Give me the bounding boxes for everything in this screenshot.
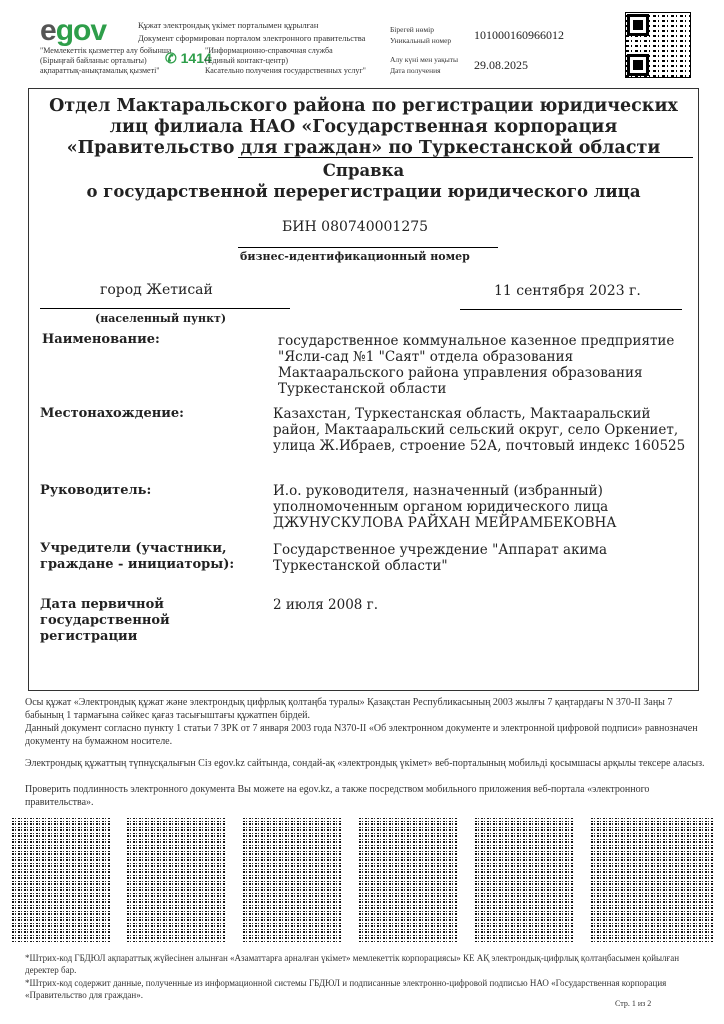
divider xyxy=(460,309,682,310)
field-value-location: Казахстан, Туркестанская область, Мактаaральский район, Мактаaральский сельский округ, село Оркениет, улица Ж.Ибраев, строение 52А, почтовый индекс 160525 xyxy=(273,406,686,454)
unique-label-ru: Уникальный номер xyxy=(390,36,452,45)
logo-e: e xyxy=(40,14,56,47)
date-label-ru: Дата получения xyxy=(390,66,441,75)
service-ru-line: Касательно получения государственных услуг" xyxy=(205,66,366,75)
field-value-director: И.о. руководителя, назначенный (избранный) уполномоченным органом юридического лица ДЖУНУСКУЛОВА РАЙХАН МЕЙРАМБЕКОВНА xyxy=(273,483,617,531)
service-ru-line: "Информационно-справочная служба xyxy=(205,46,333,55)
egov-logo xyxy=(40,14,106,48)
service-kz-line: (Бірыңғай байланыс орталығы) xyxy=(40,56,147,65)
service-ru xyxy=(205,46,366,76)
title: Справка xyxy=(322,161,405,180)
subtitle: о государственной перерегистрации юридического лица xyxy=(86,182,641,201)
barcode-note-kz: *Штрих-код ГБДЮЛ ақпараттық жүйесінен алынған «Азаматтарға арналған үкімет» мемлекеттік корпорациясы» КЕ АҚ электрондық-цифрлық қолтаңбасымен қойылған деректер бар. xyxy=(25,953,680,975)
issuing-organization: Отдел Мактаральского района по регистрации юридических лиц филиала НАО «Государственная корпорация «Правительство для граждан» по Туркестанской области xyxy=(49,96,678,158)
barcode xyxy=(475,818,573,942)
barcode-note-ru: *Штрих-код содержит данные, полученные из информационной системы ГБДЮЛ и подписанные электронно-цифровой подписью НАО «Государственная корпорация «Правительство для граждан». xyxy=(25,978,667,1000)
legal-note-kz: Осы құжат «Электрондық құжат және электрондық цифрлық қолтаңба туралы» Қазақстан Республикасының 2003 жылғы 7 қаңтардағы N 370-II Заңы 7 бабының 1 тармағына сәйкес қағаз тасығыштағы құжатпен бірдей. xyxy=(25,697,673,721)
field-label-registration-date: Дата первичной государственной регистрации xyxy=(40,597,170,644)
field-label-director: Руководитель: xyxy=(40,483,152,498)
barcode xyxy=(243,818,341,942)
unique-number: 101000160966012 xyxy=(474,28,564,42)
legal-note-ru: Данный документ согласно пункту 1 статьи 7 ЗРК от 7 января 2003 года N370-II «Об электронном документе и электронной цифровой подписи» равнозначен документу на бумажном носителе. xyxy=(25,723,698,747)
barcode xyxy=(12,818,110,942)
field-value-registration-date: 2 июля 2008 г. xyxy=(273,597,379,613)
service-ru-line: (Единый контакт-центр) xyxy=(205,56,289,65)
phone-number: 1414 xyxy=(180,50,212,66)
city-caption: (населенный пункт) xyxy=(95,312,227,325)
divider xyxy=(40,308,290,309)
receipt-date: 29.08.2025 xyxy=(474,58,528,72)
bin-value: БИН 080740001275 xyxy=(282,219,429,235)
field-label-name: Наименование: xyxy=(42,332,160,347)
qr-code xyxy=(625,12,691,78)
portal-kz: Құжат электрондық үкімет порталымен құрылған xyxy=(138,20,319,30)
field-label-founders: Учредители (участники, граждане - инициаторы): xyxy=(40,541,235,572)
barcode xyxy=(359,818,457,942)
service-kz xyxy=(40,46,172,76)
date-label xyxy=(390,54,458,76)
document-title xyxy=(28,160,699,202)
barcode xyxy=(591,818,713,942)
service-kz-line: ақпараттық-анықтамалық қызметі" xyxy=(40,66,160,75)
bin-caption: бизнес-идентификационный номер xyxy=(240,250,470,263)
unique-label-kz: Бірегей нөмір xyxy=(390,25,435,34)
verify-note-ru: Проверить подлинность электронного документа Вы можете на egov.kz, а также посредством мобильного приложения веб-портала «электронного правительства». xyxy=(25,784,650,808)
portal-note xyxy=(138,19,365,45)
divider xyxy=(238,157,693,158)
date-label-kz: Алу күні мен уақыты xyxy=(390,55,459,64)
phone-icon: ✆ xyxy=(165,50,177,66)
field-value-name: государственное коммунальное казенное предприятие "Ясли-сад №1 "Саят" отдела образования Мактаaральского района управления образования Туркестанской области xyxy=(278,333,675,397)
certificate-date: 11 сентября 2023 г. xyxy=(494,283,641,299)
divider xyxy=(238,247,498,248)
page-number: Стр. 1 из 2 xyxy=(615,999,652,1008)
logo-gov: gov xyxy=(55,14,107,47)
service-kz-line: "Мемлекеттік қызметтер алу бойынша xyxy=(40,46,172,55)
field-value-founders: Государственное учреждение "Аппарат акима Туркестанской области" xyxy=(273,542,608,574)
unique-label xyxy=(390,24,451,46)
barcode xyxy=(127,818,225,942)
city: город Жетисай xyxy=(100,282,213,298)
portal-ru: Документ сформирован порталом электронного правительства xyxy=(138,33,366,43)
field-label-location: Местонахождение: xyxy=(40,406,184,421)
verify-note-kz: Электрондық құжаттың түпнұсқалығын Сіз egov.kz сайтында, сондай-ақ «электрондық үкімет» веб-порталының мобильді қосымшасы арқылы тексере аласыз. xyxy=(25,758,705,769)
